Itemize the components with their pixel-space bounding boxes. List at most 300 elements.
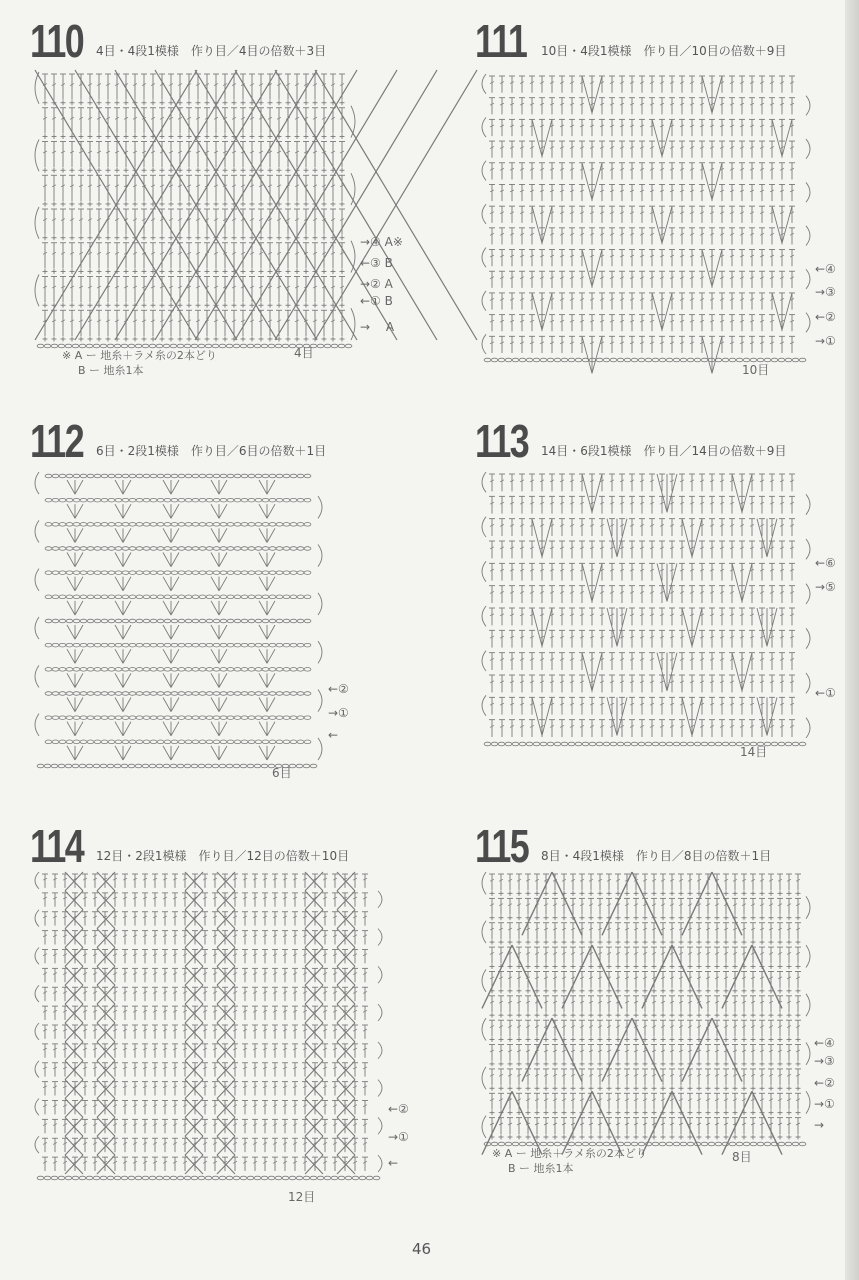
chain-stitch xyxy=(213,571,220,575)
chain-stitch xyxy=(206,595,213,599)
chain-stitch xyxy=(792,742,799,746)
chain-stitch xyxy=(171,692,178,696)
chain-stitch xyxy=(227,668,234,672)
chain-stitch xyxy=(220,523,227,527)
chart-stroke xyxy=(75,480,83,494)
chain-stitch xyxy=(45,571,52,575)
chain-stitch xyxy=(58,1176,65,1180)
chain-stitch xyxy=(191,764,198,768)
chain-stitch xyxy=(220,595,227,599)
chain-stitch xyxy=(297,643,304,647)
chain-stitch xyxy=(59,716,66,720)
repeat-label: 4目 xyxy=(294,346,314,360)
chain-stitch xyxy=(220,716,227,720)
chain-stitch xyxy=(101,523,108,527)
chain-stitch xyxy=(66,474,73,478)
chain-stitch xyxy=(59,643,66,647)
chain-stitch xyxy=(184,1176,191,1180)
chain-stitch xyxy=(275,1176,282,1180)
chain-stitch xyxy=(575,358,582,362)
chain-stitch xyxy=(45,474,52,478)
chain-stitch xyxy=(276,498,283,502)
chain-stitch xyxy=(122,692,129,696)
chain-stitch xyxy=(185,523,192,527)
chain-stitch xyxy=(80,643,87,647)
chain-stitch xyxy=(192,668,199,672)
chain-stitch xyxy=(255,619,262,623)
chain-stitch xyxy=(87,474,94,478)
chain-stitch xyxy=(220,643,227,647)
chain-stitch xyxy=(255,571,262,575)
chain-stitch xyxy=(192,740,199,744)
chain-stitch xyxy=(66,668,73,672)
chain-stitch xyxy=(80,474,87,478)
turning-chain xyxy=(806,673,810,693)
chain-stitch xyxy=(178,547,185,551)
chart-stroke xyxy=(67,746,75,760)
chart-stroke xyxy=(219,673,227,687)
chart-stroke xyxy=(115,601,123,615)
chain-stitch xyxy=(297,547,304,551)
chain-stitch xyxy=(290,740,297,744)
chain-stitch xyxy=(185,595,192,599)
chart-stroke xyxy=(75,698,83,712)
chain-stitch xyxy=(115,716,122,720)
chain-stitch xyxy=(269,498,276,502)
chain-stitch xyxy=(185,619,192,623)
turning-chain xyxy=(35,569,39,591)
chain-stitch xyxy=(491,358,498,362)
chain-stitch xyxy=(136,716,143,720)
chain-stitch xyxy=(624,742,631,746)
chain-stitch xyxy=(276,692,283,696)
chain-stitch xyxy=(694,358,701,362)
chain-stitch xyxy=(269,571,276,575)
stitch-chart-111 xyxy=(482,72,808,368)
chart-stroke xyxy=(163,577,171,591)
chain-stitch xyxy=(248,474,255,478)
chain-stitch xyxy=(143,740,150,744)
chain-stitch xyxy=(149,1176,156,1180)
chain-stitch xyxy=(297,595,304,599)
chain-stitch xyxy=(234,523,241,527)
chain-stitch xyxy=(192,474,199,478)
chart-stroke xyxy=(532,608,542,646)
chart-stroke xyxy=(67,480,75,494)
chart-stroke xyxy=(219,504,227,518)
repeat-label: 6目 xyxy=(272,766,292,780)
chain-stitch xyxy=(255,547,262,551)
chain-stitch xyxy=(276,740,283,744)
chart-stroke xyxy=(267,625,275,639)
turning-chain xyxy=(35,617,39,639)
chain-stitch xyxy=(220,571,227,575)
chain-stitch xyxy=(792,358,799,362)
chain-stitch xyxy=(304,668,311,672)
chain-stitch xyxy=(241,619,248,623)
chain-stitch xyxy=(631,358,638,362)
chain-stitch xyxy=(290,595,297,599)
chain-stitch xyxy=(122,547,129,551)
chain-stitch xyxy=(227,716,234,720)
chain-stitch xyxy=(212,764,219,768)
chain-stitch xyxy=(645,742,652,746)
chain-stitch xyxy=(519,742,526,746)
chain-stitch xyxy=(150,595,157,599)
chain-stitch xyxy=(771,742,778,746)
chain-stitch xyxy=(150,498,157,502)
chain-stitch xyxy=(297,498,304,502)
chain-stitch xyxy=(79,1176,86,1180)
chain-stitch xyxy=(262,595,269,599)
chain-stitch xyxy=(185,668,192,672)
chain-stitch xyxy=(73,571,80,575)
chain-stitch xyxy=(220,740,227,744)
chain-stitch xyxy=(122,595,129,599)
chain-stitch xyxy=(227,547,234,551)
chain-stitch xyxy=(72,764,79,768)
chart-stroke xyxy=(171,504,179,518)
chain-stitch xyxy=(128,1176,135,1180)
chain-stitch xyxy=(150,474,157,478)
chain-stitch xyxy=(178,523,185,527)
chain-stitch xyxy=(206,740,213,744)
chain-stitch xyxy=(206,498,213,502)
chain-stitch xyxy=(213,740,220,744)
chain-stitch xyxy=(192,498,199,502)
repeat-label: 10目 xyxy=(742,363,770,377)
row-label: ← xyxy=(328,728,339,742)
pattern-description: 6目・2段1模様 作り目／6目の倍数＋1目 xyxy=(96,444,327,458)
pattern-description: 12目・2段1模様 作り目／12目の倍数＋10目 xyxy=(96,849,350,863)
turning-chain xyxy=(35,472,39,494)
chain-stitch xyxy=(241,474,248,478)
row-label: ←③ B xyxy=(360,256,393,270)
chain-stitch xyxy=(199,692,206,696)
chart-stroke xyxy=(259,504,267,518)
chain-stitch xyxy=(227,643,234,647)
chain-stitch xyxy=(247,344,254,348)
chain-stitch xyxy=(129,643,136,647)
chain-stitch xyxy=(108,498,115,502)
chain-stitch xyxy=(220,498,227,502)
chart-stroke xyxy=(582,76,592,113)
chain-stitch xyxy=(87,547,94,551)
chain-stitch xyxy=(115,692,122,696)
chain-stitch xyxy=(297,716,304,720)
chain-stitch xyxy=(101,692,108,696)
chain-stitch xyxy=(94,595,101,599)
chain-stitch xyxy=(73,716,80,720)
chain-stitch xyxy=(185,498,192,502)
chain-stitch xyxy=(171,498,178,502)
chart-stroke xyxy=(163,698,171,712)
turning-chain xyxy=(806,313,810,333)
row-label: →⑤ xyxy=(815,580,836,594)
chain-stitch xyxy=(59,571,66,575)
chain-stitch xyxy=(178,740,185,744)
chart-stroke xyxy=(163,553,171,567)
chain-stitch xyxy=(268,1176,275,1180)
chain-stitch xyxy=(44,1176,51,1180)
chain-stitch xyxy=(52,595,59,599)
chain-stitch xyxy=(213,474,220,478)
chain-stitch xyxy=(233,344,240,348)
chain-stitch xyxy=(603,358,610,362)
chart-stroke xyxy=(582,653,592,691)
chain-stitch xyxy=(192,643,199,647)
chain-stitch xyxy=(638,742,645,746)
chart-stroke xyxy=(67,577,75,591)
chain-stitch xyxy=(624,358,631,362)
chain-stitch xyxy=(37,764,44,768)
chain-stitch xyxy=(115,474,122,478)
chain-stitch xyxy=(199,740,206,744)
chain-stitch xyxy=(227,474,234,478)
chart-stroke xyxy=(259,480,267,494)
chain-stitch xyxy=(108,716,115,720)
chain-stitch xyxy=(108,523,115,527)
chain-stitch xyxy=(366,1176,373,1180)
chain-stitch xyxy=(304,523,311,527)
chain-stitch xyxy=(73,668,80,672)
turning-chain xyxy=(35,910,39,927)
chart-stroke xyxy=(211,528,219,542)
stitch-chart-114 xyxy=(35,870,380,1186)
chain-stitch xyxy=(512,742,519,746)
chain-stitch xyxy=(192,547,199,551)
chain-stitch xyxy=(136,523,143,527)
chart-stroke xyxy=(267,722,275,736)
chain-stitch xyxy=(220,619,227,623)
chain-stitch xyxy=(617,742,624,746)
chain-stitch xyxy=(262,668,269,672)
chain-stitch xyxy=(143,716,150,720)
chain-stitch xyxy=(51,764,58,768)
pattern-112-header xyxy=(30,415,327,467)
chain-stitch xyxy=(37,344,44,348)
chain-stitch xyxy=(66,692,73,696)
chain-stitch xyxy=(199,498,206,502)
chart-stroke xyxy=(171,553,179,567)
chain-stitch xyxy=(255,523,262,527)
chain-stitch xyxy=(115,571,122,575)
chain-stitch xyxy=(66,547,73,551)
chain-stitch xyxy=(261,764,268,768)
chart-stroke xyxy=(123,577,131,591)
chain-stitch xyxy=(178,619,185,623)
chart-stroke xyxy=(532,119,542,156)
chain-stitch xyxy=(254,764,261,768)
chain-stitch xyxy=(304,692,311,696)
chain-stitch xyxy=(526,358,533,362)
chain-stitch xyxy=(129,547,136,551)
chain-stitch xyxy=(227,571,234,575)
chain-stitch xyxy=(156,764,163,768)
chart-stroke xyxy=(163,673,171,687)
chain-stitch xyxy=(652,742,659,746)
chain-stitch xyxy=(101,668,108,672)
chain-stitch xyxy=(262,619,269,623)
turning-chain xyxy=(806,494,810,514)
chain-stitch xyxy=(213,523,220,527)
chain-stitch xyxy=(157,740,164,744)
chart-stroke xyxy=(267,649,275,663)
chart-stroke xyxy=(67,698,75,712)
chain-stitch xyxy=(150,547,157,551)
chain-stitch xyxy=(248,619,255,623)
chain-stitch xyxy=(136,740,143,744)
chain-stitch xyxy=(255,668,262,672)
chart-stroke xyxy=(582,336,592,373)
chain-stitch xyxy=(519,358,526,362)
chain-stitch xyxy=(73,619,80,623)
chain-stitch xyxy=(241,740,248,744)
chain-stitch xyxy=(645,358,652,362)
chart-stroke xyxy=(211,698,219,712)
turning-chain xyxy=(482,695,486,715)
chain-stitch xyxy=(227,619,234,623)
chart-stroke xyxy=(171,698,179,712)
chain-stitch xyxy=(297,571,304,575)
chain-stitch xyxy=(184,764,191,768)
chart-stroke xyxy=(211,722,219,736)
turning-chain xyxy=(378,891,382,908)
chain-stitch xyxy=(143,619,150,623)
chain-stitch xyxy=(136,619,143,623)
turning-chain xyxy=(482,117,486,137)
chain-stitch xyxy=(164,619,171,623)
chain-stitch xyxy=(198,764,205,768)
chain-stitch xyxy=(220,692,227,696)
chain-stitch xyxy=(785,358,792,362)
chart-stroke xyxy=(652,119,662,156)
chain-stitch xyxy=(157,523,164,527)
chain-stitch xyxy=(59,498,66,502)
chain-stitch xyxy=(248,523,255,527)
chain-stitch xyxy=(65,764,72,768)
turning-chain xyxy=(35,872,39,889)
chart-stroke xyxy=(123,528,131,542)
pattern-110-header xyxy=(30,15,327,67)
chain-stitch xyxy=(227,595,234,599)
chain-stitch xyxy=(561,742,568,746)
chain-stitch xyxy=(87,595,94,599)
chain-stitch xyxy=(192,523,199,527)
chain-stitch xyxy=(262,716,269,720)
chain-stitch xyxy=(227,692,234,696)
chain-stitch xyxy=(185,474,192,478)
chain-stitch xyxy=(610,358,617,362)
turning-chain xyxy=(806,226,810,246)
chain-stitch xyxy=(568,742,575,746)
turning-chain xyxy=(318,690,322,712)
chain-stitch xyxy=(233,764,240,768)
chain-stitch xyxy=(136,474,143,478)
chain-stitch xyxy=(108,571,115,575)
chain-stitch xyxy=(93,764,100,768)
chart-stroke xyxy=(75,553,83,567)
chain-stitch xyxy=(213,547,220,551)
chain-stitch xyxy=(72,1176,79,1180)
chain-stitch xyxy=(73,523,80,527)
chain-stitch xyxy=(213,619,220,623)
chain-stitch xyxy=(282,344,289,348)
chart-stroke xyxy=(267,601,275,615)
turning-chain xyxy=(318,738,322,760)
chain-stitch xyxy=(115,643,122,647)
chain-stitch xyxy=(206,619,213,623)
chart-stroke xyxy=(732,653,742,691)
turning-chain xyxy=(35,275,39,307)
turning-chain xyxy=(482,204,486,224)
chain-stitch xyxy=(80,692,87,696)
chain-stitch xyxy=(219,1176,226,1180)
turning-chain xyxy=(806,182,810,202)
chain-stitch xyxy=(276,595,283,599)
chain-stitch xyxy=(87,643,94,647)
chart-stroke xyxy=(259,746,267,760)
row-label: → A xyxy=(360,320,395,334)
chain-stitch xyxy=(296,764,303,768)
chain-stitch xyxy=(533,358,540,362)
chain-stitch xyxy=(241,498,248,502)
chart-stroke xyxy=(702,336,712,373)
chart-stroke xyxy=(259,649,267,663)
chain-stitch xyxy=(87,498,94,502)
chain-stitch xyxy=(143,571,150,575)
chain-stitch xyxy=(178,474,185,478)
chart-stroke xyxy=(115,746,123,760)
chart-stroke xyxy=(259,673,267,687)
chain-stitch xyxy=(136,595,143,599)
chain-stitch xyxy=(269,474,276,478)
chain-stitch xyxy=(121,1176,128,1180)
chain-stitch xyxy=(533,742,540,746)
chain-stitch xyxy=(129,595,136,599)
chart-stroke xyxy=(259,553,267,567)
turning-chain xyxy=(35,520,39,542)
chain-stitch xyxy=(94,474,101,478)
chain-stitch xyxy=(785,742,792,746)
chain-stitch xyxy=(129,571,136,575)
chain-stitch xyxy=(262,692,269,696)
chart-stroke xyxy=(582,563,592,601)
chart-stroke xyxy=(171,601,179,615)
chain-stitch xyxy=(73,643,80,647)
chain-stitch xyxy=(722,358,729,362)
chain-stitch xyxy=(94,523,101,527)
chart-stroke xyxy=(259,601,267,615)
chain-stitch xyxy=(52,692,59,696)
chain-stitch xyxy=(45,643,52,647)
chain-stitch xyxy=(255,595,262,599)
chain-stitch xyxy=(52,547,59,551)
chain-stitch xyxy=(150,716,157,720)
chain-stitch xyxy=(206,668,213,672)
chain-stitch xyxy=(164,643,171,647)
chain-stitch xyxy=(114,1176,121,1180)
chart-stroke xyxy=(115,577,123,591)
chain-stitch xyxy=(226,344,233,348)
chain-stitch xyxy=(234,547,241,551)
chain-stitch xyxy=(101,498,108,502)
chart-stroke xyxy=(211,649,219,663)
chain-stitch xyxy=(631,742,638,746)
row-label: →② A xyxy=(360,277,393,291)
chart-stroke xyxy=(115,673,123,687)
chain-stitch xyxy=(701,358,708,362)
